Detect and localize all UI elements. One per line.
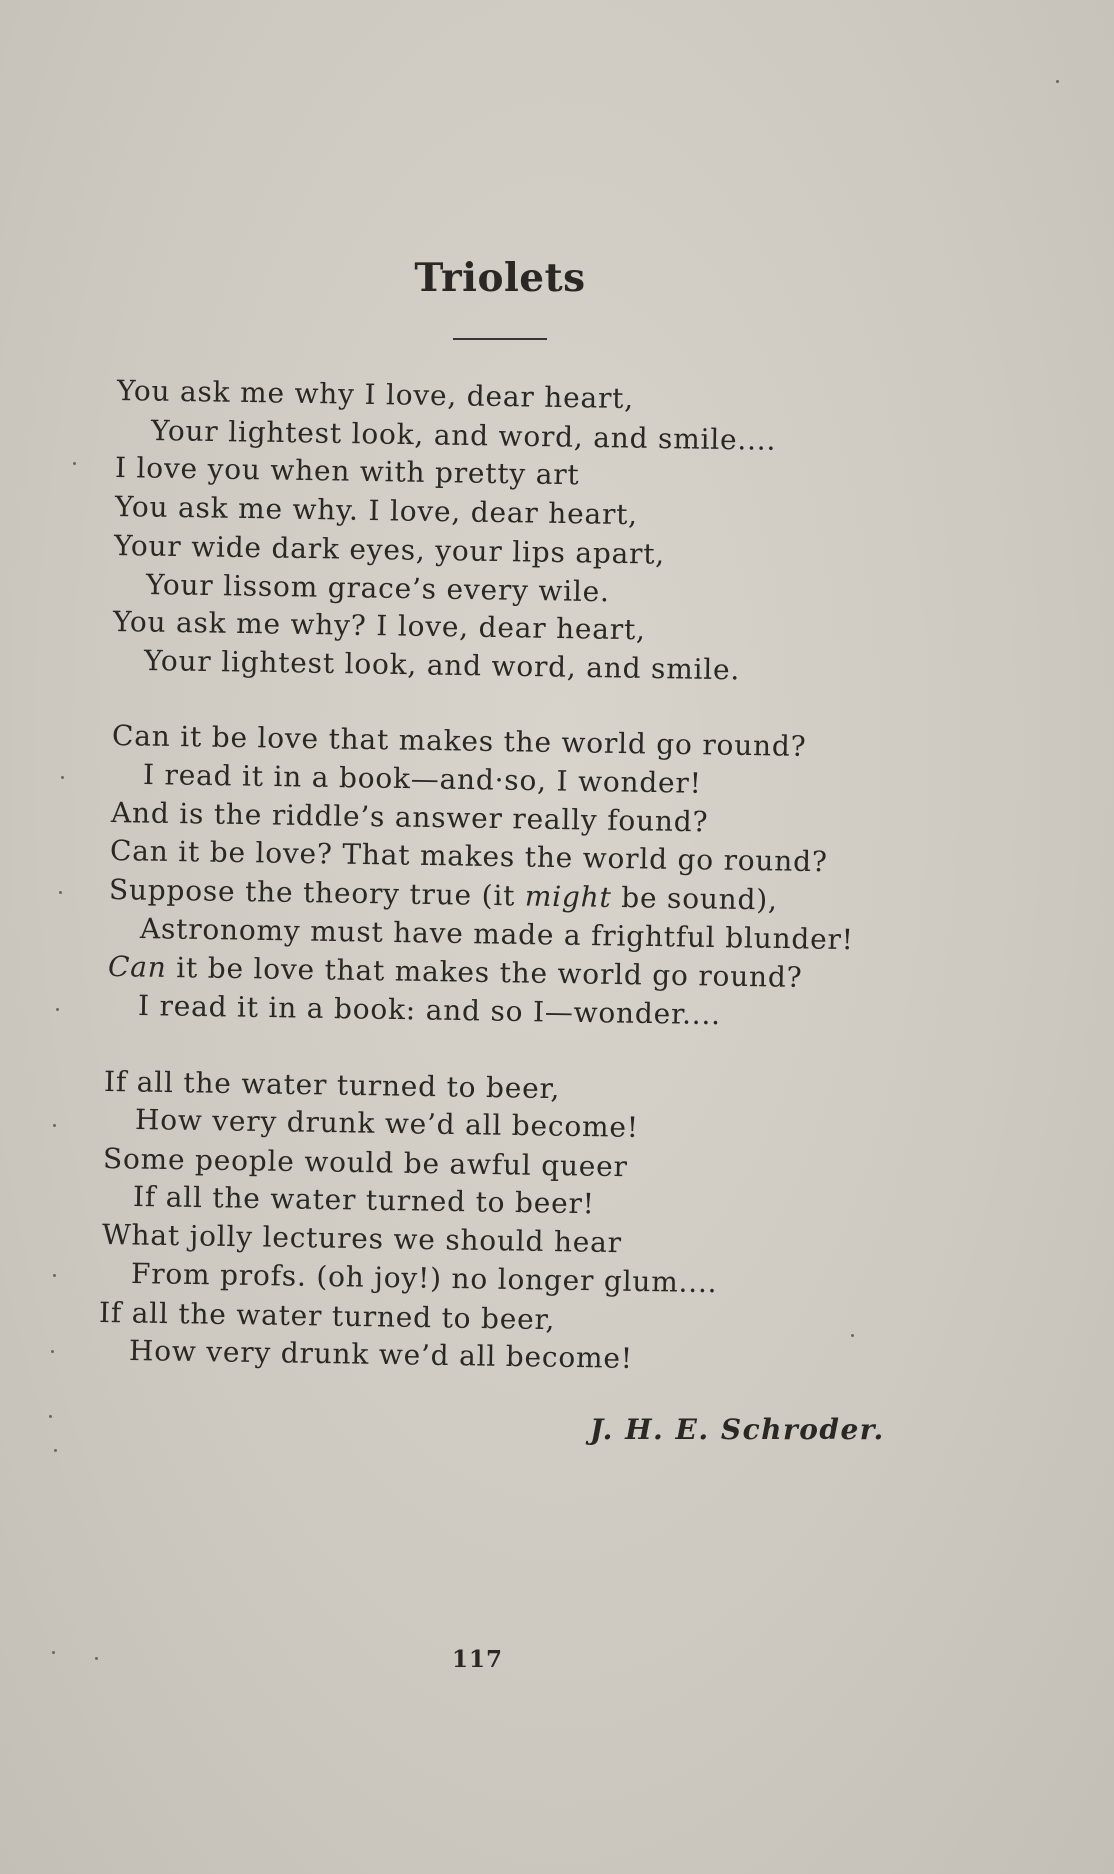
paper-speck: [1056, 80, 1059, 83]
poem-line-text: it be love that makes the world go round?: [166, 950, 803, 994]
paper-speck: [59, 891, 62, 894]
poem-line-text: be sound),: [611, 880, 778, 917]
poem-line: You ask me why I love, dear heart,: [116, 374, 635, 416]
poem-title: Triolets: [414, 255, 586, 301]
page-number: 117: [452, 1646, 504, 1673]
poem-line: Your lissom grace’s every wile.: [145, 568, 611, 609]
poem-line: Your wide dark eyes, your lips apart,: [113, 529, 666, 571]
paper-speck: [53, 1124, 56, 1127]
poem-line: And is the riddle’s answer really found?: [110, 796, 709, 839]
poem-line: I read it in a book—and·so, I wonder!: [142, 758, 702, 800]
poem-line: If all the water turned to beer,: [98, 1296, 556, 1337]
paper-speck: [56, 1008, 59, 1011]
poem-line-italic: might: [524, 879, 612, 914]
paper-speck: [95, 1657, 98, 1660]
poem-line: Can it be love that makes the world go round?: [111, 719, 807, 763]
poem-line: [109, 873, 778, 917]
poem-line: You ask me why. I love, dear heart,: [114, 490, 639, 532]
title-rule: [453, 338, 547, 340]
poem-line: Can it be love? That makes the world go round?: [109, 834, 828, 879]
poem-line: How very drunk we’d all become!: [128, 1334, 634, 1375]
paper-speck: [61, 776, 64, 779]
paper-speck: [49, 1415, 52, 1418]
poem-line: What jolly lectures we should hear: [101, 1218, 623, 1260]
paper-speck: [54, 1449, 57, 1452]
poem-line: From profs. (oh joy!) no longer glum....: [130, 1257, 718, 1300]
author-signature: J. H. E. Schroder.: [590, 1413, 885, 1446]
poem-line: Your lightest look, and word, and smile....: [150, 414, 777, 457]
poem-line: If all the water turned to beer!: [132, 1180, 595, 1221]
paper-speck: [73, 462, 76, 465]
poem-line: Some people would be awful queer: [102, 1142, 628, 1184]
poem-line: Your lightest look, and word, and smile.: [143, 644, 741, 687]
poem-line: I love you when with pretty art: [114, 451, 580, 492]
paper-speck: [52, 1651, 55, 1654]
poem-line: Astronomy must have made a frightful blunder!: [139, 912, 855, 957]
poem-line: You ask me why? I love, dear heart,: [112, 605, 646, 647]
poem-line-text: Suppose the theory true (it: [108, 873, 526, 913]
poem-line: I read it in a book: and so I—wonder....: [137, 989, 722, 1032]
poem-line-italic: Can: [107, 950, 167, 984]
paper-speck: [51, 1350, 54, 1353]
poem-line: If all the water turned to beer,: [103, 1065, 561, 1106]
paper-speck: [851, 1334, 854, 1337]
poem-line: How very drunk we’d all become!: [134, 1103, 640, 1144]
paper-speck: [53, 1274, 56, 1277]
poem-line: [108, 950, 803, 994]
